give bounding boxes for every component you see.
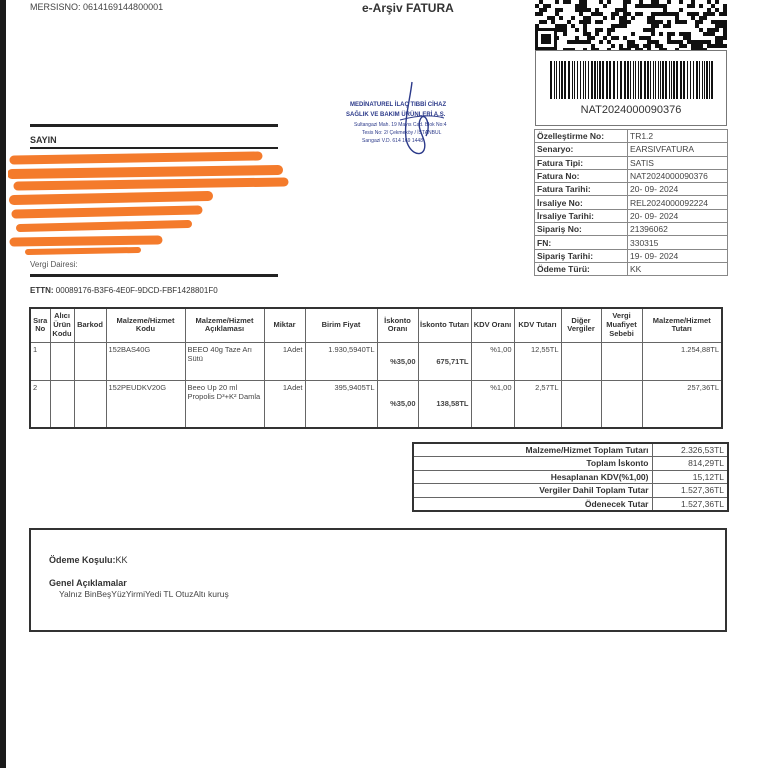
totals-key: Vergiler Dahil Toplam Tutar bbox=[413, 484, 652, 498]
meta-value: KK bbox=[628, 262, 728, 275]
totals-value: 15,12TL bbox=[652, 470, 728, 484]
col-header: Birim Fiyat bbox=[305, 308, 377, 342]
cell-alici bbox=[50, 380, 74, 428]
barcode-box bbox=[535, 50, 727, 126]
totals-key: Hesaplanan KDV(%1,00) bbox=[413, 470, 652, 484]
table-row bbox=[30, 380, 722, 428]
meta-key: Fatura Tipi: bbox=[535, 156, 628, 169]
cell-tutar: 1.254,88TL bbox=[642, 342, 722, 380]
seal-line: Tesis No: 2/ Çekmeköy / İSTANBUL bbox=[362, 130, 442, 136]
meta-value: REL2024000092224 bbox=[628, 196, 728, 209]
meta-row bbox=[535, 156, 728, 169]
meta-value: 19- 09- 2024 bbox=[628, 249, 728, 262]
meta-value: SATIS bbox=[628, 156, 728, 169]
cell-aciklama: BEEO 40g Taze Arı Sütü bbox=[185, 342, 264, 380]
meta-key: Ödeme Türü: bbox=[535, 262, 628, 275]
cell-sira: 2 bbox=[30, 380, 50, 428]
totals-row bbox=[413, 457, 728, 471]
general-notes-heading: Genel Açıklamalar bbox=[49, 578, 127, 588]
totals-row bbox=[413, 470, 728, 484]
col-header: Alıcı Ürün Kodu bbox=[50, 308, 74, 342]
cell-isk-tutar: 138,58TL bbox=[418, 380, 471, 428]
meta-value: 20- 09- 2024 bbox=[628, 209, 728, 222]
meta-row bbox=[535, 223, 728, 236]
totals-row bbox=[413, 484, 728, 498]
payment-terms-label: Ödeme Koşulu: bbox=[49, 555, 116, 565]
cell-alici bbox=[50, 342, 74, 380]
meta-row bbox=[535, 262, 728, 275]
meta-value: 20- 09- 2024 bbox=[628, 183, 728, 196]
customer-bottom-rule bbox=[30, 274, 278, 277]
totals-key: Toplam İskonto bbox=[413, 457, 652, 471]
meta-value: 330315 bbox=[628, 236, 728, 249]
cell-kod: 152PEUDKV20G bbox=[106, 380, 185, 428]
ettn-label: ETTN: bbox=[30, 286, 54, 295]
cell-birim: 395,9405TL bbox=[305, 380, 377, 428]
meta-key: İrsaliye Tarihi: bbox=[535, 209, 628, 222]
col-header: İskonto Tutarı bbox=[418, 308, 471, 342]
col-header: Malzeme/Hizmet Tutarı bbox=[642, 308, 722, 342]
meta-value: NAT2024000090376 bbox=[628, 169, 728, 182]
cell-muafiyet bbox=[601, 342, 642, 380]
meta-key: Senaryo: bbox=[535, 143, 628, 156]
meta-row bbox=[535, 130, 728, 143]
col-header: Miktar bbox=[264, 308, 305, 342]
col-header: İskonto Oranı bbox=[377, 308, 418, 342]
cell-kdv-oran: %1,00 bbox=[471, 380, 514, 428]
totals-key: Ödenecek Tutar bbox=[413, 497, 652, 511]
meta-key: İrsaliye No: bbox=[535, 196, 628, 209]
seal-line: Sultangazi Mah. 19 Mayıs Cad. Blok No:4 bbox=[354, 122, 447, 128]
seal-line: SAĞLIK VE BAKIM ÜRÜNLERİ A.Ş. bbox=[346, 112, 446, 118]
qr-code bbox=[535, 0, 727, 50]
col-header: Malzeme/Hizmet Açıklaması bbox=[185, 308, 264, 342]
totals-table bbox=[412, 442, 729, 512]
cell-sira: 1 bbox=[30, 342, 50, 380]
cell-diger bbox=[561, 342, 601, 380]
col-header: Sıra No bbox=[30, 308, 50, 342]
meta-value: TR1.2 bbox=[628, 130, 728, 143]
table-row bbox=[30, 342, 722, 380]
cell-kdv-tutar: 12,55TL bbox=[514, 342, 561, 380]
seal-line: Sarıgazi V.D. 614 169 1448 bbox=[362, 138, 423, 144]
meta-row bbox=[535, 209, 728, 222]
meta-row bbox=[535, 169, 728, 182]
meta-row bbox=[535, 183, 728, 196]
cell-isk-oran: %35,00 bbox=[377, 380, 418, 428]
customer-top-rule bbox=[30, 124, 278, 127]
meta-key: Özelleştirme No: bbox=[535, 130, 628, 143]
totals-value: 1.527,36TL bbox=[652, 484, 728, 498]
totals-row bbox=[413, 497, 728, 511]
cell-birim: 1.930,5940TL bbox=[305, 342, 377, 380]
col-header: Barkod bbox=[74, 308, 106, 342]
invoice-meta-table bbox=[534, 129, 728, 276]
ettn-value: 00089176-B3F6-4E0F-9DCD-FBF1428801F0 bbox=[55, 286, 218, 295]
col-header: Vergi Muafiyet Sebebi bbox=[601, 308, 642, 342]
general-notes-text: Yalnız BinBeşYüzYirmiYedi TL OtuzAltı kuruş bbox=[59, 589, 229, 599]
cell-kdv-oran: %1,00 bbox=[471, 342, 514, 380]
totals-value: 814,29TL bbox=[652, 457, 728, 471]
col-header: KDV Oranı bbox=[471, 308, 514, 342]
ettn-line bbox=[30, 286, 218, 295]
col-header: Malzeme/Hizmet Kodu bbox=[106, 308, 185, 342]
meta-key: FN: bbox=[535, 236, 628, 249]
col-header: Diğer Vergiler bbox=[561, 308, 601, 342]
cell-aciklama: Beeo Up 20 ml Propolis D³+K² Damla bbox=[185, 380, 264, 428]
cell-tutar: 257,36TL bbox=[642, 380, 722, 428]
seal-line: MEDİNATUREL İLAÇ TIBBİ CİHAZ bbox=[350, 102, 447, 108]
customer-label: SAYIN bbox=[30, 135, 57, 145]
customer-sub-rule bbox=[30, 147, 278, 149]
meta-key: Sipariş No: bbox=[535, 223, 628, 236]
meta-key: Sipariş Tarihi: bbox=[535, 249, 628, 262]
cell-diger bbox=[561, 380, 601, 428]
totals-row bbox=[413, 443, 728, 457]
meta-row bbox=[535, 236, 728, 249]
meta-row bbox=[535, 143, 728, 156]
notes-box bbox=[29, 528, 727, 632]
totals-value: 1.527,36TL bbox=[652, 497, 728, 511]
meta-row bbox=[535, 249, 728, 262]
barcode-number: NAT2024000090376 bbox=[580, 104, 682, 116]
meta-value: 21396062 bbox=[628, 223, 728, 236]
col-header: KDV Tutarı bbox=[514, 308, 561, 342]
document-title: e-Arşiv FATURA bbox=[362, 1, 454, 15]
cell-kod: 152BAS40G bbox=[106, 342, 185, 380]
cell-isk-oran: %35,00 bbox=[377, 342, 418, 380]
cell-miktar: 1Adet bbox=[264, 342, 305, 380]
meta-key: Fatura No: bbox=[535, 169, 628, 182]
mersis-number: MERSISNO: 0614169144800001 bbox=[30, 2, 164, 12]
meta-value: EARSIVFATURA bbox=[628, 143, 728, 156]
cell-muafiyet bbox=[601, 380, 642, 428]
cell-miktar: 1Adet bbox=[264, 380, 305, 428]
totals-key: Malzeme/Hizmet Toplam Tutarı bbox=[413, 443, 652, 457]
cell-isk-tutar: 675,71TL bbox=[418, 342, 471, 380]
redaction-scribble bbox=[8, 150, 293, 258]
barcode bbox=[550, 61, 714, 99]
cell-kdv-tutar: 2,57TL bbox=[514, 380, 561, 428]
cell-barkod bbox=[74, 380, 106, 428]
tax-office-label: Vergi Dairesi: bbox=[30, 260, 78, 269]
page-edge-shadow bbox=[0, 0, 6, 768]
items-table bbox=[29, 307, 723, 429]
totals-value: 2.326,53TL bbox=[652, 443, 728, 457]
company-seal-stamp bbox=[340, 80, 490, 160]
payment-terms bbox=[49, 555, 128, 565]
meta-key: Fatura Tarihi: bbox=[535, 183, 628, 196]
payment-terms-value: KK bbox=[115, 555, 128, 565]
cell-barkod bbox=[74, 342, 106, 380]
meta-row bbox=[535, 196, 728, 209]
